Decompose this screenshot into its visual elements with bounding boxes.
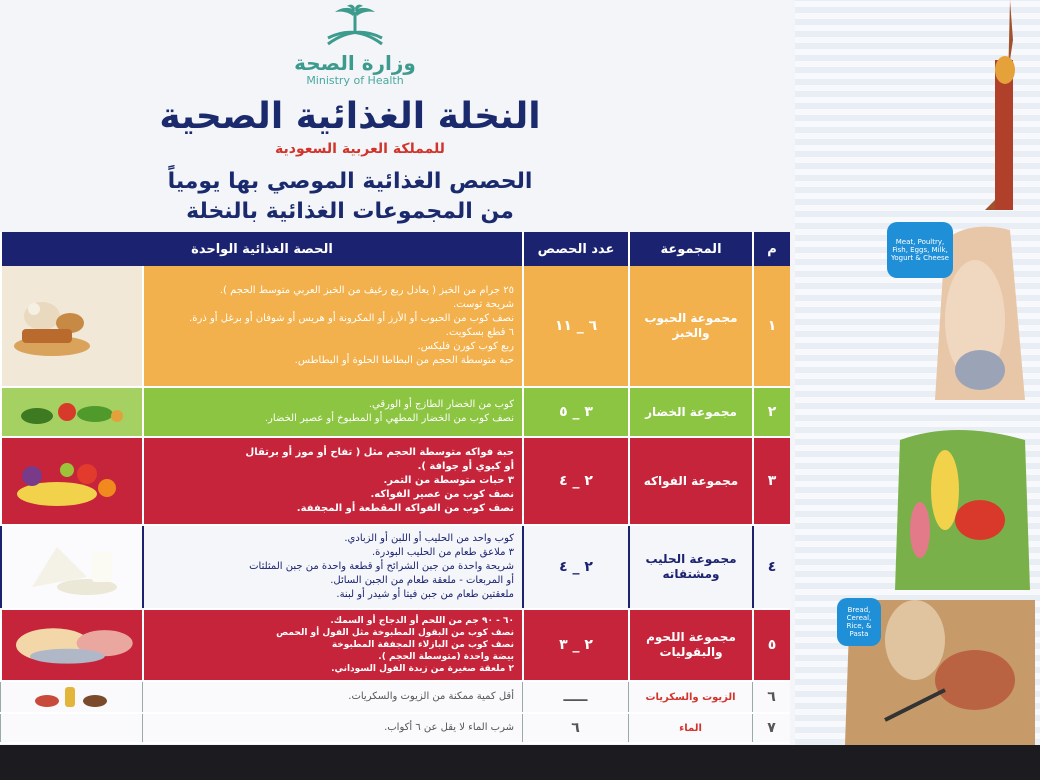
- table-row-grains: [0, 266, 790, 388]
- table-row-oils: [0, 682, 790, 714]
- table-row-water: [0, 714, 790, 744]
- serving-count: ٢ _ ٤: [522, 438, 628, 524]
- serving-item: ٦٠ - ٩٠ جم من اللحم أو الدجاج أو السمك.: [330, 616, 514, 626]
- serving-item: ٢ ملعقة صغيرة من زبدة الفول السوداني.: [331, 664, 514, 674]
- food-palm-pyramid: [795, 0, 1040, 745]
- page-title: النخلة الغذائية الصحية: [159, 96, 541, 137]
- serving-item: نصف كوب من الحبوب أو الأرز أو المكرونة أو هريس أو شوفان أو برغل أو ذرة.: [189, 313, 514, 324]
- serving-item: حبة فواكه متوسطة الحجم مثل ( تفاح أو موز أو برتقال: [245, 447, 514, 458]
- table-row-fruits: [0, 438, 790, 526]
- group-name: مجموعة اللحوم والبقوليات: [628, 610, 752, 680]
- bread-image: [0, 266, 142, 386]
- palm-swords-icon: [320, 4, 390, 52]
- ministry-name-ar: وزارة الصحة: [294, 51, 416, 75]
- serving-item: ملعقتين طعام من جبن فيتا أو شيدر أو لبنة.: [336, 589, 514, 600]
- header-serving: الحصة الغذائية الواحدة: [0, 232, 522, 266]
- serving-item: نصف كوب من البقول المطبوخة مثل الفول أو الحمص: [276, 628, 514, 638]
- header-group: المجموعة: [628, 232, 752, 266]
- serving-item: نصف كوب من عصير الفواكه.: [370, 489, 514, 500]
- serving-item: كوب من الخضار الطازج أو الورقي.: [368, 399, 514, 410]
- serving-description: [142, 682, 522, 712]
- serving-item: ٣ ملاعق طعام من الحليب البودرة.: [371, 547, 514, 558]
- serving-count: ٢ _ ٣: [522, 610, 628, 680]
- serving-item: بيضة واحدة (متوسطة الحجم ).: [378, 652, 514, 662]
- page-subtitle: للمملكة العربية السعودية: [275, 141, 445, 157]
- serving-item: نصف كوب من الخضار المطهي أو المطبوخ أو عصير الخضار.: [264, 413, 514, 424]
- row-number: ١: [752, 266, 790, 386]
- screen-bezel: [0, 745, 1040, 780]
- serving-item: شرب الماء لا يقل عن ٦ أكواب.: [384, 722, 514, 733]
- serving-item: شريحة توست.: [452, 299, 514, 310]
- row-number: ٦: [752, 682, 790, 712]
- serving-description: [142, 438, 522, 524]
- fruits-icon: [7, 446, 137, 516]
- oils-image: [0, 682, 142, 712]
- fruits-image: [0, 438, 142, 524]
- vegetables-icon: [7, 394, 137, 430]
- serving-item: ربع كوب كورن فليكس.: [417, 341, 514, 352]
- group-name: الماء: [628, 714, 752, 742]
- serving-item: ٢٥ جرام من الخبز ( يعادل ربع رغيف من الخبز العربي متوسط الحجم ).: [219, 285, 514, 296]
- header-num: م: [752, 232, 790, 266]
- table-row-vegetables: [0, 388, 790, 438]
- row-number: ٣: [752, 438, 790, 524]
- table-row-dairy: [0, 526, 790, 610]
- group-name: مجموعة الحليب ومشتقاته: [628, 526, 752, 608]
- vegetables-image: [0, 388, 142, 436]
- serving-description: [142, 388, 522, 436]
- row-number: ٥: [752, 610, 790, 680]
- serving-count: ٦: [522, 714, 628, 742]
- dairy-icon: [12, 532, 132, 602]
- serving-item: أو المربعات - ملعقة طعام من الجبن السائل.: [330, 575, 514, 586]
- water-image: [0, 714, 142, 742]
- serving-item: نصف كوب من الفواكه المقطعة أو المجففة.: [296, 503, 514, 514]
- serving-item: نصف كوب من البازلاء المجففة المطبوخة: [331, 640, 514, 650]
- serving-description: [142, 714, 522, 742]
- dairy-image: [0, 526, 142, 608]
- serving-description: [142, 526, 522, 608]
- ministry-logo: [280, 4, 430, 100]
- row-number: ٢: [752, 388, 790, 436]
- row-number: ٧: [752, 714, 790, 742]
- serving-item: أو كيوي أو جوافة ).: [417, 461, 514, 472]
- palm-pyramid-illustration: [795, 0, 1040, 745]
- group-name: الزيوت والسكريات: [628, 682, 752, 712]
- serving-item: ٦ قطع بسكويت.: [445, 327, 514, 338]
- serving-item: أقل كمية ممكنة من الزيوت والسكريات.: [348, 691, 514, 702]
- serving-description: [142, 266, 522, 386]
- serving-count: ٢ _ ٤: [522, 526, 628, 608]
- table-row-protein: [0, 610, 790, 682]
- badge-meat-dairy: Meat, Poultry, Fish, Eggs, Milk, Yogurt & Cheese: [887, 222, 953, 278]
- group-name: مجموعة الخضار: [628, 388, 752, 436]
- header-count: عدد الحصص: [522, 232, 628, 266]
- section-heading-1: الحصص الغذائية الموصي بها يومياً: [167, 169, 533, 194]
- meat-fish-icon: [2, 615, 142, 675]
- serving-item: شريحة واحدة من جبن الشرائح أو قطعة واحدة من جبن المثلثات: [249, 561, 514, 572]
- serving-description: [142, 610, 522, 680]
- section-heading-2: من المجموعات الغذائية بالنخلة: [186, 199, 514, 224]
- group-name: مجموعة الحبوب والخبز: [628, 266, 752, 386]
- oil-bottle-icon: [27, 685, 117, 709]
- serving-item: كوب واحد من الحليب أو اللبن أو الزبادي.: [344, 533, 514, 544]
- serving-item: ٣ حبات متوسطة من التمر.: [383, 475, 514, 486]
- badge-bread: Bread, Cereal, Rice, & Pasta: [837, 598, 881, 646]
- protein-image: [0, 610, 142, 680]
- row-number: ٤: [752, 526, 790, 608]
- group-name: مجموعة الفواكه: [628, 438, 752, 524]
- bread-icon: [12, 281, 132, 371]
- ministry-name-en: Ministry of Health: [306, 74, 404, 87]
- serving-count: ٦ _ ١١: [522, 266, 628, 386]
- serving-count: ـــــ: [522, 682, 628, 712]
- serving-item: حبة متوسطة الحجم من البطاطا الحلوة أو البطاطس.: [294, 355, 514, 366]
- serving-count: ٣ _ ٥: [522, 388, 628, 436]
